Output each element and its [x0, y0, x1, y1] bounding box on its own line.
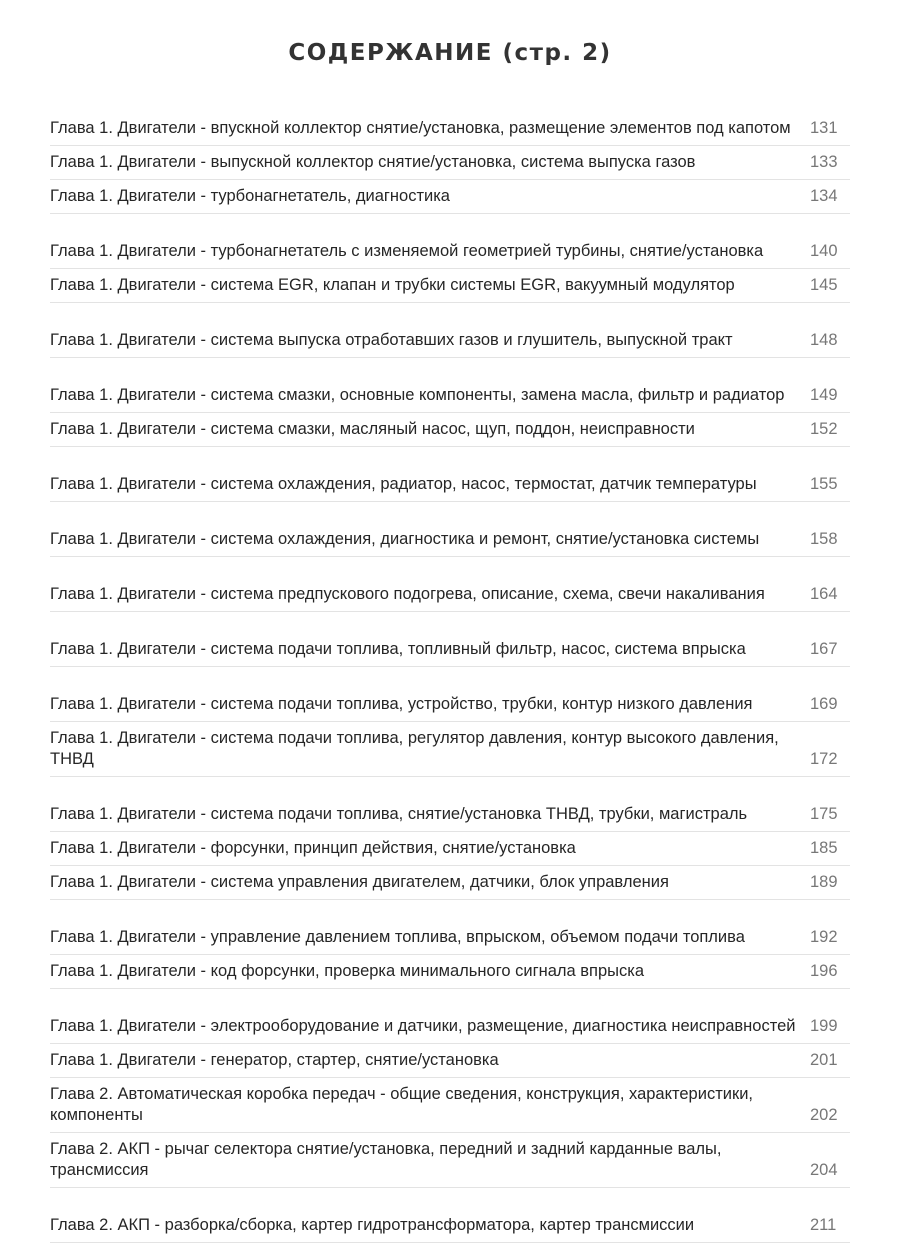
- toc-entry[interactable]: [50, 832, 850, 866]
- toc-entry[interactable]: [50, 1188, 850, 1243]
- toc-entry-title: Глава 2. Автоматическая коробка передач - общие сведения, конструкция, характеристики, компоненты: [50, 1085, 753, 1124]
- toc-entry[interactable]: [50, 303, 850, 358]
- toc-entry[interactable]: [50, 612, 850, 667]
- toc-entry-page: 148: [810, 331, 838, 349]
- toc-entry-title: Глава 1. Двигатели - турбонагнетатель с изменяемой геометрией турбины, снятие/установка: [50, 242, 764, 260]
- toc-entry-title: Глава 2. АКП - разборка/сборка, картер гидротрансформатора, картер трансмиссии: [50, 1216, 695, 1234]
- toc-entry[interactable]: [50, 989, 850, 1044]
- toc-entry[interactable]: [50, 1078, 850, 1133]
- toc-entry[interactable]: [50, 502, 850, 557]
- toc-entry-page: 167: [810, 640, 838, 658]
- toc-entry-title: Глава 1. Двигатели - система охлаждения, радиатор, насос, термостат, датчик температуры: [50, 475, 757, 493]
- toc-entry-page: 202: [810, 1106, 838, 1124]
- toc-entry[interactable]: [50, 777, 850, 832]
- toc-entry-page: 175: [810, 805, 838, 823]
- toc-entry-page: 164: [810, 585, 838, 603]
- toc-entry-title: Глава 1. Двигатели - система смазки, масляный насос, щуп, поддон, неисправности: [50, 420, 695, 438]
- toc-entry[interactable]: [50, 180, 850, 214]
- toc-entry[interactable]: [50, 447, 850, 502]
- toc-entry-page: 140: [810, 242, 838, 260]
- toc-entry-title: Глава 1. Двигатели - код форсунки, проверка минимального сигнала впрыска: [50, 962, 645, 980]
- toc-entry-page: 158: [810, 530, 838, 548]
- toc-entry-title: Глава 1. Двигатели - система предпускового подогрева, описание, схема, свечи накаливания: [50, 585, 765, 603]
- toc-entry-title: Глава 1. Двигатели - форсунки, принцип действия, снятие/установка: [50, 839, 576, 857]
- toc-entry-page: 192: [810, 928, 838, 946]
- toc-entry-title: Глава 1. Двигатели - система подачи топлива, регулятор давления, контур высокого давления, ТНВД: [50, 729, 779, 768]
- toc-entry-page: 185: [810, 839, 838, 857]
- toc-entry-page: 211: [810, 1216, 837, 1234]
- toc-entry-title: Глава 1. Двигатели - электрооборудование и датчики, размещение, диагностика неисправностей: [50, 1017, 796, 1035]
- toc-entry[interactable]: [50, 413, 850, 447]
- toc-entry-page: 133: [810, 153, 838, 171]
- toc-entry[interactable]: [50, 667, 850, 722]
- table-of-contents: [50, 91, 850, 1243]
- toc-entry-title: Глава 1. Двигатели - впускной коллектор снятие/установка, размещение элементов под капотом: [50, 119, 791, 137]
- toc-entry-title: Глава 1. Двигатели - система управления двигателем, датчики, блок управления: [50, 873, 669, 891]
- toc-entry-page: 149: [810, 386, 838, 404]
- toc-entry-page: 134: [810, 187, 838, 205]
- toc-entry-page: 201: [810, 1051, 838, 1069]
- toc-entry[interactable]: [50, 557, 850, 612]
- toc-entry[interactable]: [50, 269, 850, 303]
- toc-entry-page: 152: [810, 420, 838, 438]
- toc-entry-page: 172: [810, 750, 838, 768]
- toc-entry[interactable]: [50, 214, 850, 269]
- toc-entry[interactable]: [50, 866, 850, 900]
- toc-entry-title: Глава 1. Двигатели - система подачи топлива, устройство, трубки, контур низкого давления: [50, 695, 753, 713]
- toc-entry-page: 169: [810, 695, 838, 713]
- toc-entry[interactable]: [50, 900, 850, 955]
- toc-entry-title: Глава 1. Двигатели - система подачи топлива, топливный фильтр, насос, система впрыска: [50, 640, 746, 658]
- toc-entry-title: Глава 1. Двигатели - управление давлением топлива, впрыском, объемом подачи топлива: [50, 928, 745, 946]
- toc-entry-title: Глава 1. Двигатели - выпускной коллектор снятие/установка, система выпуска газов: [50, 153, 696, 171]
- toc-entry-page: 145: [810, 276, 838, 294]
- toc-entry[interactable]: [50, 91, 850, 146]
- toc-entry-page: 155: [810, 475, 838, 493]
- toc-entry-title: Глава 1. Двигатели - система EGR, клапан и трубки системы EGR, вакуумный модулятор: [50, 276, 735, 294]
- toc-entry-title: Глава 1. Двигатели - генератор, стартер, снятие/установка: [50, 1051, 499, 1069]
- toc-entry-title: Глава 1. Двигатели - система охлаждения, диагностика и ремонт, снятие/установка системы: [50, 530, 760, 548]
- toc-entry-page: 204: [810, 1161, 838, 1179]
- toc-entry-title: Глава 1. Двигатели - турбонагнетатель, диагностика: [50, 187, 450, 205]
- toc-entry[interactable]: [50, 1133, 850, 1188]
- toc-entry[interactable]: [50, 722, 850, 777]
- toc-entry-title: Глава 1. Двигатели - система смазки, основные компоненты, замена масла, фильтр и радиатор: [50, 386, 785, 404]
- toc-entry-page: 199: [810, 1017, 838, 1035]
- page-title: СОДЕРЖАНИЕ (стр. 2): [288, 40, 612, 66]
- toc-entry[interactable]: [50, 1044, 850, 1078]
- toc-entry-page: 131: [810, 119, 838, 137]
- toc-entry-title: Глава 1. Двигатели - система выпуска отработавших газов и глушитель, выпускной тракт: [50, 331, 733, 349]
- toc-entry[interactable]: [50, 955, 850, 989]
- toc-entry-title: Глава 2. АКП - рычаг селектора снятие/установка, передний и задний карданные валы, трансмиссия: [50, 1140, 722, 1179]
- toc-entry[interactable]: [50, 358, 850, 413]
- toc-entry-title: Глава 1. Двигатели - система подачи топлива, снятие/установка ТНВД, трубки, магистраль: [50, 805, 748, 823]
- toc-entry[interactable]: [50, 146, 850, 180]
- toc-entry-page: 189: [810, 873, 838, 891]
- toc-entry-page: 196: [810, 962, 838, 980]
